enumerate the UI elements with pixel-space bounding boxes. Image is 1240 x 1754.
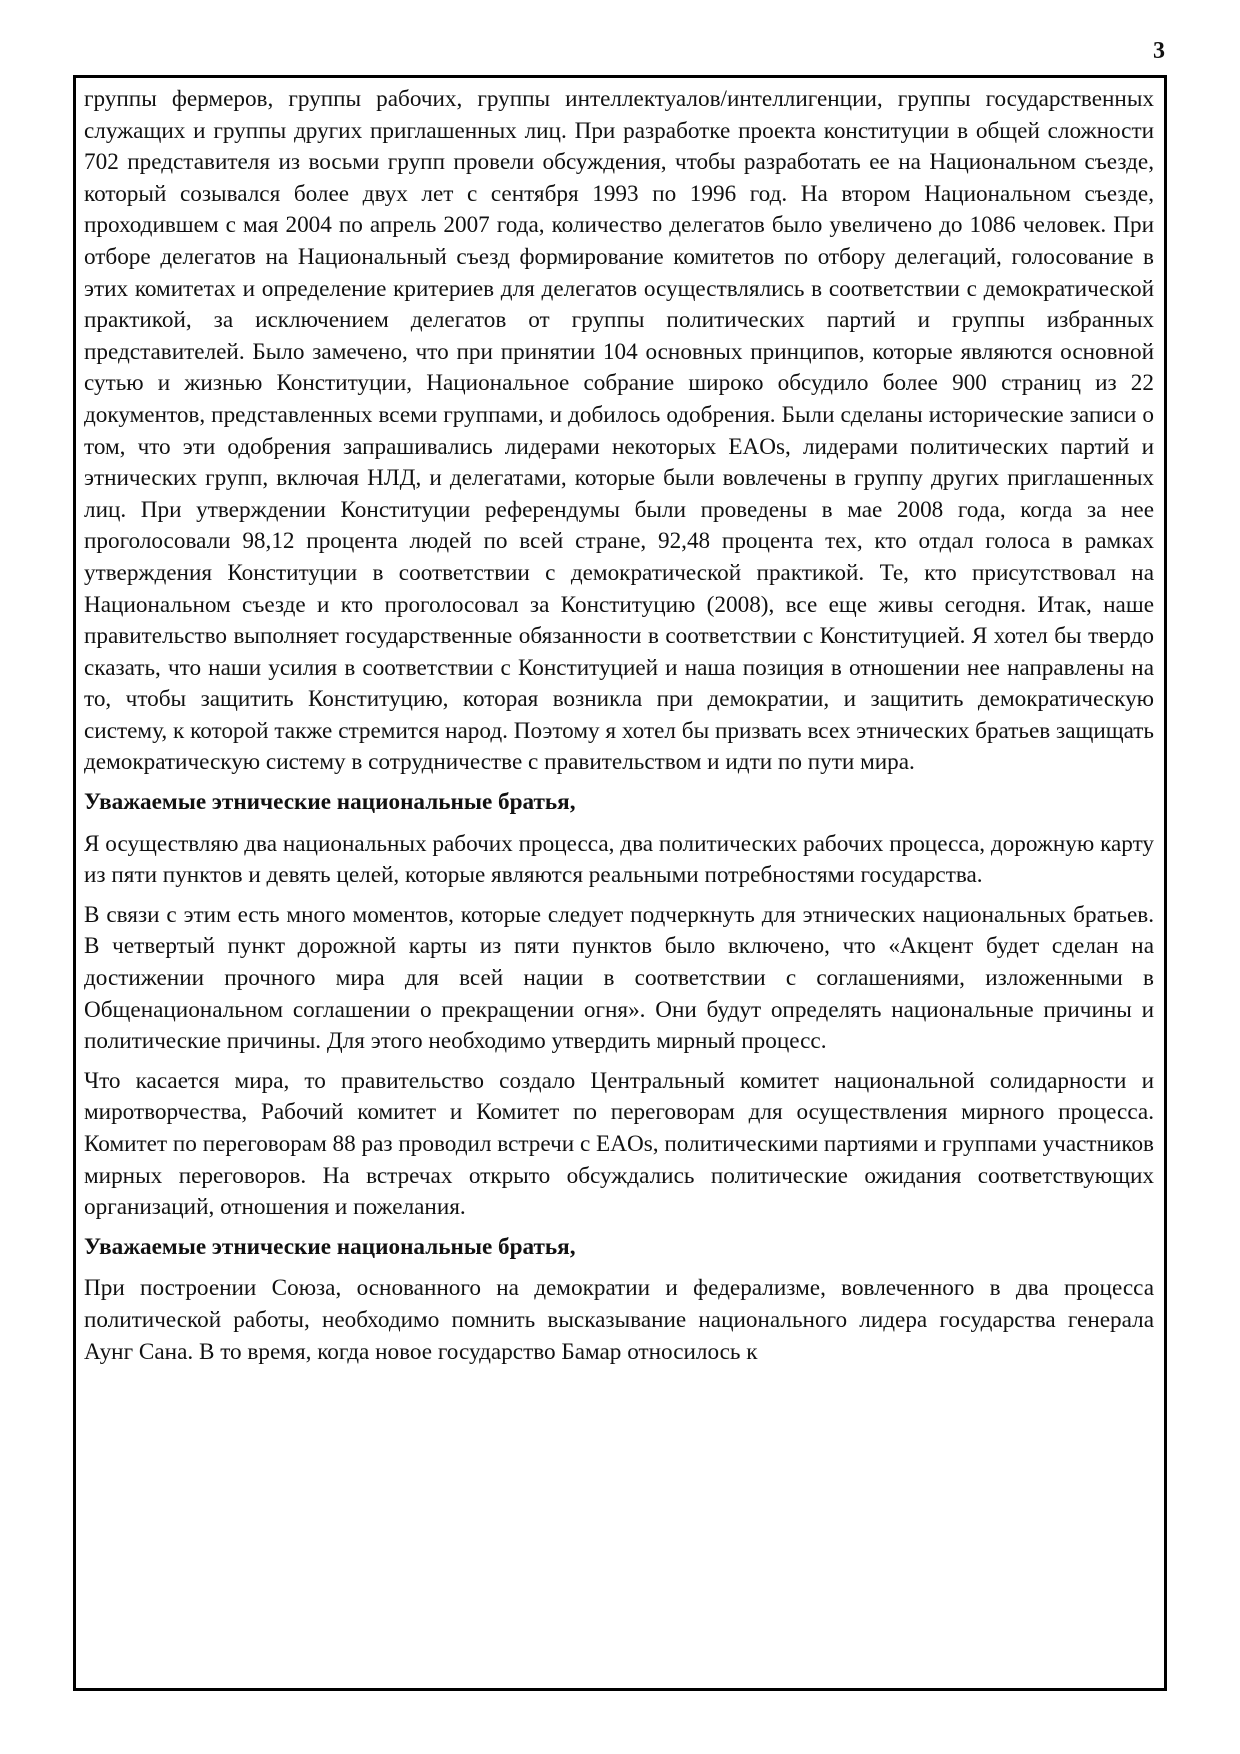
text-frame [73, 75, 1167, 1691]
paragraph-work-processes: Я осуществляю два национальных рабочих процесса, два политических рабочих процесса, дорожную карту из пяти пунктов и девять целей, которые являются реальными потребностями государства. [84, 830, 1154, 889]
paragraph-peace-committees: Что касается мира, то правительство создало Центральный комитет национальной солидарности и миротворчества, Рабочий комитет и Комитет по переговорам для осуществления мирного процесса. Комитет по переговорам 88 раз проводил встречи с EAOs, политическими партиями и группами участников мирных переговоров. На встречах открыто обсуждались политические ожидания соответствующих организаций, отношения и пожелания. [84, 1067, 1154, 1221]
salutation-heading: Уважаемые этнические национальные братья, [84, 1233, 576, 1260]
paragraph-constitution-history: группы фермеров, группы рабочих, группы интеллектуалов/интеллигенции, группы государственных служащих и группы других приглашенных лиц. При разработке проекта конституции в общей сложности 702 представителя из восьми групп провели обсуждения, чтобы разработать ее на Национальном съезде, который созывался более двух лет с сентября 1993 по 1996 год. На втором Национальном съезде, проходившем с мая 2004 по апрель 2007 года, количество делегатов было увеличено до 1086 человек. При отборе делегатов на Национальный съезд формирование комитетов по отбору делегаций, голосование в этих комитетах и определение критериев для делегатов осуществлялись в соответствии с демократической практикой, за исключением делегатов от группы политических партий и группы избранных представителей. Было замечено, что при принятии 104 основных принципов, которые являются основной сутью и жизнью Конституции, Национальное собрание широко обсудило более 900 страниц из 22 документов, представленных всеми группами, и добилось одобрения. Были сделаны исторические записи о том, что эти одобрения запрашивались лидерами некоторых EAOs, лидерами политических партий и этнических групп, включая НЛД, и делегатами, которые были вовлечены в группу других приглашенных лиц. При утверждении Конституции референдумы были проведены в мае 2008 года, когда за нее проголосовали 98,12 процента людей по всей стране, 92,48 процента тех, кто отдал голоса в рамках утверждения Конституции в соответствии с демократической практикой. Те, кто присутствовал на Национальном съезде и кто проголосовал за Конституцию (2008), все еще живы сегодня. Итак, наше правительство выполняет государственные обязанности в соответствии с Конституцией. Я хотел бы твердо сказать, что наши усилия в соответствии с Конституцией и наша позиция в отношении нее направлены на то, чтобы защитить Конституцию, которая возникла при демократии, и защитить демократическую систему, к которой также стремится народ. Поэтому я хотел бы призвать всех этнических братьев защищать демократическую систему в сотрудничестве с правительством и идти по пути мира. [84, 86, 1154, 776]
page-number: 3 [1153, 38, 1165, 64]
paragraph-union-building: При построении Союза, основанного на демократии и федерализме, вовлеченного в два процесса политической работы, необходимо помнить высказывание национального лидера государства генерала Аунг Сана. В то время, когда новое государство Бамар относилось к [84, 1275, 1154, 1365]
paragraph-roadmap: В связи с этим есть много моментов, которые следует подчеркнуть для этнических национальных братьев. В четвертый пункт дорожной карты из пяти пунктов было включено, что «Акцент будет сделан на достижении прочного мира для всей нации в соответствии с соглашениями, изложенными в Общенациональном соглашении о прекращении огня». Они будут определять национальные причины и политические причины. Для этого необходимо утвердить мирный процесс. [84, 901, 1154, 1055]
salutation-heading: Уважаемые этнические национальные братья, [84, 789, 576, 816]
